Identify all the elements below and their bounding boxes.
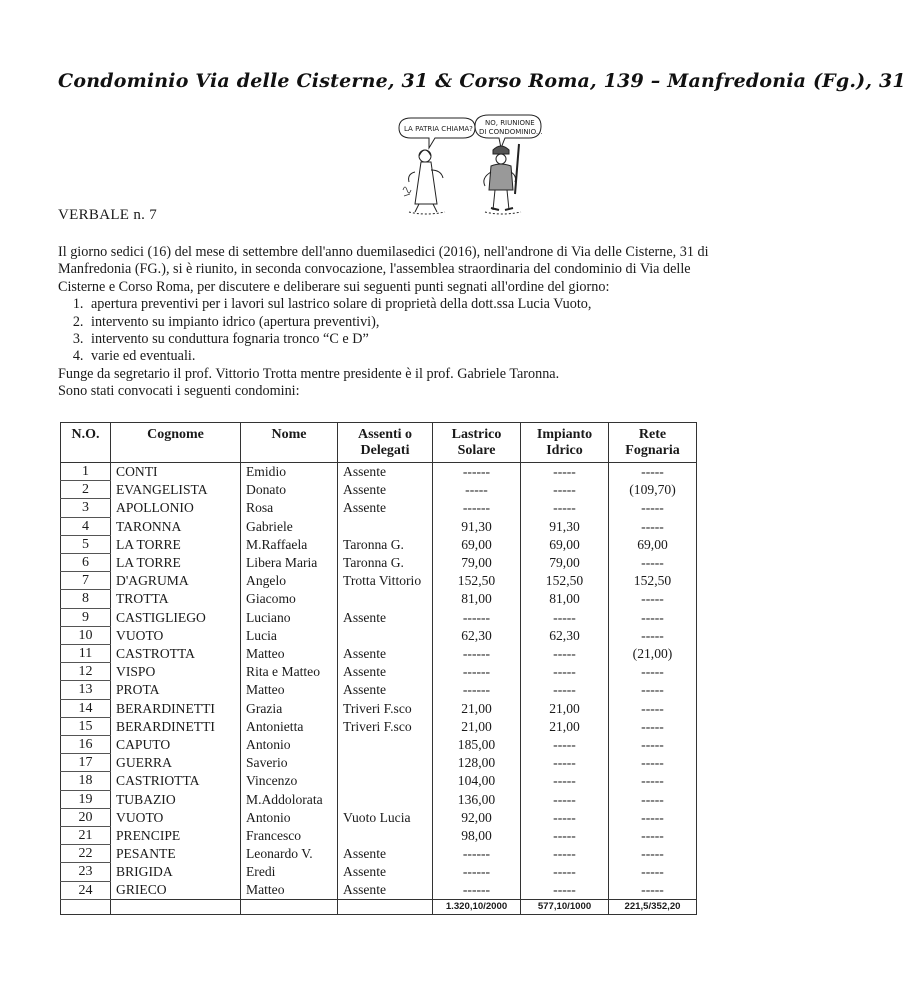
total-rete: 221,5/352,20 xyxy=(609,899,697,914)
total-impianto: 577,10/1000 xyxy=(521,899,609,914)
row-nome: Antonietta xyxy=(241,717,338,735)
row-nome: Vincenzo xyxy=(241,772,338,790)
row-nome: Antonio xyxy=(241,736,338,754)
row-cognome: CASTROTTA xyxy=(111,645,241,663)
header-assenti xyxy=(338,423,433,463)
row-number: 5 xyxy=(61,535,111,553)
row-impianto: ----- xyxy=(521,790,609,808)
row-rete: ----- xyxy=(609,772,697,790)
row-rete: 69,00 xyxy=(609,535,697,553)
row-lastrico: ------ xyxy=(433,663,521,681)
row-lastrico: ------ xyxy=(433,608,521,626)
row-number: 1 xyxy=(61,463,111,481)
svg-text:LA PATRIA CHIAMA?: LA PATRIA CHIAMA? xyxy=(404,125,473,133)
row-assenti xyxy=(338,590,433,608)
cartoon-illustration xyxy=(395,112,545,224)
row-lastrico: 21,00 xyxy=(433,717,521,735)
row-lastrico: 21,00 xyxy=(433,699,521,717)
row-assenti: Taronna G. xyxy=(338,535,433,553)
secretary-statement: Funge da segretario il prof. Vittorio Trotta mentre presidente è il prof. Gabriele Taronna. xyxy=(58,365,560,382)
row-assenti: Assente xyxy=(338,663,433,681)
row-assenti: Assente xyxy=(338,645,433,663)
header-assenti-line2: Delegati xyxy=(360,443,410,458)
row-cognome: BRIGIDA xyxy=(111,863,241,881)
row-nome: Matteo xyxy=(241,645,338,663)
row-lastrico: 98,00 xyxy=(433,827,521,845)
row-rete: (109,70) xyxy=(609,481,697,499)
table-row xyxy=(61,499,697,517)
row-impianto: ----- xyxy=(521,863,609,881)
row-number: 4 xyxy=(61,517,111,535)
table-row xyxy=(61,863,697,881)
row-lastrico: 185,00 xyxy=(433,736,521,754)
svg-text:DI CONDOMINIO...: DI CONDOMINIO... xyxy=(479,128,543,136)
row-lastrico: 104,00 xyxy=(433,772,521,790)
row-assenti: Vuoto Lucia xyxy=(338,808,433,826)
row-cognome: TUBAZIO xyxy=(111,790,241,808)
row-rete: ----- xyxy=(609,808,697,826)
totals-empty-cell xyxy=(61,899,111,914)
row-lastrico: ------ xyxy=(433,881,521,899)
row-cognome: PROTA xyxy=(111,681,241,699)
row-assenti: Triveri F.sco xyxy=(338,699,433,717)
row-impianto: ----- xyxy=(521,845,609,863)
row-cognome: APOLLONIO xyxy=(111,499,241,517)
row-assenti xyxy=(338,736,433,754)
row-rete: ----- xyxy=(609,881,697,899)
row-rete: ----- xyxy=(609,736,697,754)
row-number: 24 xyxy=(61,881,111,899)
table-row xyxy=(61,845,697,863)
totals-empty-cell xyxy=(241,899,338,914)
row-impianto: ----- xyxy=(521,808,609,826)
row-number: 7 xyxy=(61,572,111,590)
row-cognome: GRIECO xyxy=(111,881,241,899)
row-assenti: Assente xyxy=(338,481,433,499)
row-lastrico: 92,00 xyxy=(433,808,521,826)
row-nome: Leonardo V. xyxy=(241,845,338,863)
row-rete: ----- xyxy=(609,663,697,681)
row-number: 22 xyxy=(61,845,111,863)
table-row xyxy=(61,699,697,717)
row-number: 23 xyxy=(61,863,111,881)
row-cognome: PESANTE xyxy=(111,845,241,863)
row-nome: Matteo xyxy=(241,881,338,899)
row-rete: ----- xyxy=(609,626,697,644)
row-nome: Lucia xyxy=(241,626,338,644)
row-lastrico: ----- xyxy=(433,481,521,499)
header-rete-line1: Rete xyxy=(638,427,667,442)
row-rete: ----- xyxy=(609,717,697,735)
row-cognome: BERARDINETTI xyxy=(111,699,241,717)
row-nome: Luciano xyxy=(241,608,338,626)
row-rete: ----- xyxy=(609,499,697,517)
row-rete: ----- xyxy=(609,554,697,572)
row-nome: Francesco xyxy=(241,827,338,845)
totals-empty-cell xyxy=(338,899,433,914)
row-lastrico: 128,00 xyxy=(433,754,521,772)
agenda-item: 3. intervento su conduttura fognaria tronco “C e D” xyxy=(87,331,728,348)
row-number: 3 xyxy=(61,499,111,517)
row-rete: ----- xyxy=(609,608,697,626)
row-impianto: ----- xyxy=(521,499,609,517)
table-row xyxy=(61,608,697,626)
row-lastrico: 62,30 xyxy=(433,626,521,644)
row-rete: 152,50 xyxy=(609,572,697,590)
row-impianto: ----- xyxy=(521,827,609,845)
table-row xyxy=(61,590,697,608)
row-nome: Gabriele xyxy=(241,517,338,535)
row-number: 9 xyxy=(61,608,111,626)
table-row xyxy=(61,554,697,572)
row-impianto: ----- xyxy=(521,463,609,481)
row-number: 12 xyxy=(61,663,111,681)
table-row xyxy=(61,717,697,735)
agenda-item: 2. intervento su impianto idrico (apertura preventivi), xyxy=(87,314,728,331)
row-rete: ----- xyxy=(609,699,697,717)
row-rete: ----- xyxy=(609,790,697,808)
row-cognome: BERARDINETTI xyxy=(111,717,241,735)
row-lastrico: ------ xyxy=(433,863,521,881)
header-lastrico xyxy=(433,423,521,463)
row-impianto: ----- xyxy=(521,681,609,699)
row-cognome: PRENCIPE xyxy=(111,827,241,845)
table-row xyxy=(61,827,697,845)
row-impianto: ----- xyxy=(521,754,609,772)
row-impianto: 81,00 xyxy=(521,590,609,608)
row-lastrico: ------ xyxy=(433,463,521,481)
table-row xyxy=(61,790,697,808)
row-assenti xyxy=(338,827,433,845)
row-rete: ----- xyxy=(609,827,697,845)
row-number: 21 xyxy=(61,827,111,845)
row-nome: Antonio xyxy=(241,808,338,826)
row-lastrico: ------ xyxy=(433,845,521,863)
row-number: 13 xyxy=(61,681,111,699)
table-row xyxy=(61,754,697,772)
row-impianto: ----- xyxy=(521,736,609,754)
header-no: N.O. xyxy=(61,423,111,463)
row-number: 10 xyxy=(61,626,111,644)
row-lastrico: 81,00 xyxy=(433,590,521,608)
table-row xyxy=(61,881,697,899)
document-heading: Condominio Via delle Cisterne, 31 & Corso Roma, 139 – Manfredonia (Fg.), 31 xyxy=(58,70,906,92)
header-impianto xyxy=(521,423,609,463)
intro-paragraph: Il giorno sedici (16) del mese di settembre dell'anno duemilasedici (2016), nell'androne di Via delle Cisterne, 31 di Manfredonia (FG.), si è riunito, in seconda convocazione, l'assemblea straordinaria del condominio di Via delle Cisterne e Corso Roma, per discutere e deliberare sui seguenti punti segnati all'ordine del giorno: xyxy=(58,244,709,295)
table-row xyxy=(61,772,697,790)
row-assenti xyxy=(338,626,433,644)
row-impianto: ----- xyxy=(521,608,609,626)
table-row xyxy=(61,663,697,681)
row-rete: ----- xyxy=(609,681,697,699)
row-impianto: 62,30 xyxy=(521,626,609,644)
row-number: 18 xyxy=(61,772,111,790)
total-lastrico: 1.320,10/2000 xyxy=(433,899,521,914)
attendance-table xyxy=(60,422,697,915)
row-assenti xyxy=(338,517,433,535)
row-nome: Rosa xyxy=(241,499,338,517)
totals-row xyxy=(61,899,697,914)
row-impianto: ----- xyxy=(521,645,609,663)
row-lastrico: ------ xyxy=(433,499,521,517)
row-nome: M.Addolorata xyxy=(241,790,338,808)
row-number: 14 xyxy=(61,699,111,717)
row-rete: ----- xyxy=(609,517,697,535)
header-lastrico-line2: Solare xyxy=(457,443,496,458)
row-impianto: ----- xyxy=(521,663,609,681)
row-impianto: 79,00 xyxy=(521,554,609,572)
row-assenti: Triveri F.sco xyxy=(338,717,433,735)
row-cognome: CASTRIOTTA xyxy=(111,772,241,790)
header-lastrico-line1: Lastrico xyxy=(451,427,502,442)
row-nome: Emidio xyxy=(241,463,338,481)
row-number: 11 xyxy=(61,645,111,663)
row-assenti: Assente xyxy=(338,845,433,863)
convened-statement: Sono stati convocati i seguenti condomini: xyxy=(58,383,300,400)
row-lastrico: ------ xyxy=(433,681,521,699)
row-nome: Grazia xyxy=(241,699,338,717)
row-cognome: LA TORRE xyxy=(111,535,241,553)
header-rete xyxy=(609,423,697,463)
table-row xyxy=(61,463,697,481)
row-nome: Eredi xyxy=(241,863,338,881)
row-assenti: Assente xyxy=(338,681,433,699)
header-impianto-line1: Impianto xyxy=(536,427,593,442)
row-number: 8 xyxy=(61,590,111,608)
row-number: 16 xyxy=(61,736,111,754)
row-nome: Rita e Matteo xyxy=(241,663,338,681)
row-nome: Matteo xyxy=(241,681,338,699)
row-assenti xyxy=(338,772,433,790)
table-row xyxy=(61,517,697,535)
row-impianto: ----- xyxy=(521,881,609,899)
verbale-number: VERBALE n. 7 xyxy=(58,207,158,223)
table-row xyxy=(61,626,697,644)
table-body xyxy=(61,463,697,900)
row-cognome: TROTTA xyxy=(111,590,241,608)
agenda-list xyxy=(58,296,728,366)
row-assenti xyxy=(338,790,433,808)
row-nome: Saverio xyxy=(241,754,338,772)
row-rete: ----- xyxy=(609,463,697,481)
row-impianto: ----- xyxy=(521,481,609,499)
row-number: 19 xyxy=(61,790,111,808)
row-assenti: Assente xyxy=(338,499,433,517)
row-lastrico: 91,30 xyxy=(433,517,521,535)
row-impianto: 152,50 xyxy=(521,572,609,590)
row-cognome: D'AGRUMA xyxy=(111,572,241,590)
row-assenti: Assente xyxy=(338,463,433,481)
row-cognome: LA TORRE xyxy=(111,554,241,572)
row-assenti: Taronna G. xyxy=(338,554,433,572)
row-assenti: Assente xyxy=(338,881,433,899)
row-assenti: Assente xyxy=(338,863,433,881)
header-impianto-line2: Idrico xyxy=(546,443,583,458)
row-impianto: 21,00 xyxy=(521,699,609,717)
row-number: 20 xyxy=(61,808,111,826)
row-impianto: 69,00 xyxy=(521,535,609,553)
row-cognome: CONTI xyxy=(111,463,241,481)
table-row xyxy=(61,736,697,754)
row-cognome: VUOTO xyxy=(111,626,241,644)
row-lastrico: 152,50 xyxy=(433,572,521,590)
row-cognome: GUERRA xyxy=(111,754,241,772)
row-number: 6 xyxy=(61,554,111,572)
table-row xyxy=(61,572,697,590)
row-number: 15 xyxy=(61,717,111,735)
header-rete-line2: Fognaria xyxy=(625,443,680,458)
row-rete: ----- xyxy=(609,754,697,772)
table-row xyxy=(61,681,697,699)
row-nome: Giacomo xyxy=(241,590,338,608)
intro-section xyxy=(58,244,728,401)
row-assenti xyxy=(338,754,433,772)
row-assenti: Assente xyxy=(338,608,433,626)
agenda-item: 1. apertura preventivi per i lavori sul lastrico solare di proprietà della dott.ssa Lucia Vuoto, xyxy=(87,296,728,313)
totals-empty-cell xyxy=(111,899,241,914)
row-assenti: Trotta Vittorio xyxy=(338,572,433,590)
row-cognome: CAPUTO xyxy=(111,736,241,754)
row-nome: M.Raffaela xyxy=(241,535,338,553)
row-number: 17 xyxy=(61,754,111,772)
table-row xyxy=(61,808,697,826)
row-nome: Donato xyxy=(241,481,338,499)
row-rete: (21,00) xyxy=(609,645,697,663)
row-rete: ----- xyxy=(609,590,697,608)
row-number: 2 xyxy=(61,481,111,499)
row-cognome: VUOTO xyxy=(111,808,241,826)
row-rete: ----- xyxy=(609,845,697,863)
header-cognome: Cognome xyxy=(111,423,241,463)
row-lastrico: 136,00 xyxy=(433,790,521,808)
row-nome: Angelo xyxy=(241,572,338,590)
agenda-item: 4. varie ed eventuali. xyxy=(87,348,728,365)
row-cognome: EVANGELISTA xyxy=(111,481,241,499)
row-rete: ----- xyxy=(609,863,697,881)
row-cognome: CASTIGLIEGO xyxy=(111,608,241,626)
row-lastrico: 79,00 xyxy=(433,554,521,572)
row-impianto: 91,30 xyxy=(521,517,609,535)
row-cognome: TARONNA xyxy=(111,517,241,535)
row-lastrico: ------ xyxy=(433,645,521,663)
row-lastrico: 69,00 xyxy=(433,535,521,553)
table-row xyxy=(61,535,697,553)
row-impianto: ----- xyxy=(521,772,609,790)
table-row xyxy=(61,481,697,499)
header-nome: Nome xyxy=(241,423,338,463)
table-header-row xyxy=(61,423,697,463)
table-row xyxy=(61,645,697,663)
row-nome: Libera Maria xyxy=(241,554,338,572)
header-assenti-line1: Assenti o xyxy=(357,427,413,442)
row-impianto: 21,00 xyxy=(521,717,609,735)
svg-text:NO, RIUNIONE: NO, RIUNIONE xyxy=(485,119,535,127)
row-cognome: VISPO xyxy=(111,663,241,681)
